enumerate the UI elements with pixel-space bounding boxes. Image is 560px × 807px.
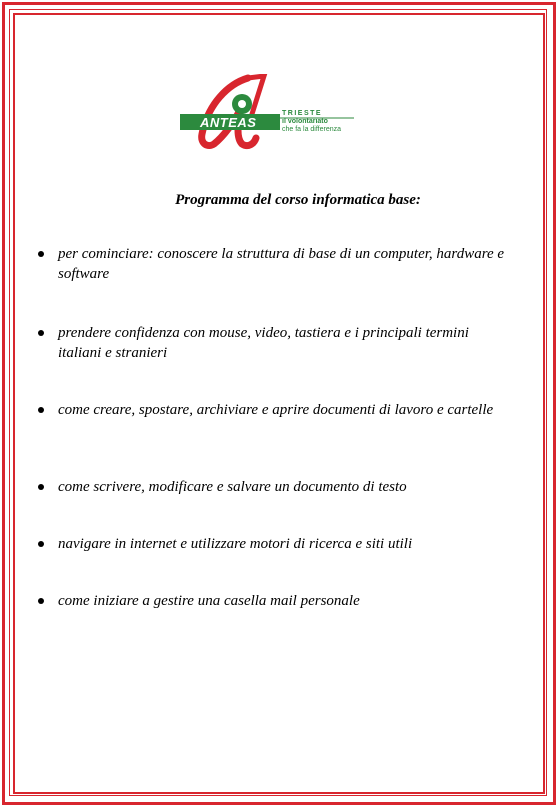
logo-city: TRIESTE (282, 110, 323, 117)
list-item-text: come iniziare a gestire una casella mail personale (58, 593, 360, 609)
bullet-icon (38, 251, 44, 257)
page-title: Programma del corso informatica base: (175, 192, 421, 208)
bullet-icon (38, 407, 44, 413)
logo-tagline-1: il volontariato (282, 118, 328, 125)
list-item-text: come scrivere, modificare e salvare un documento di testo (58, 479, 407, 495)
anteas-logo (178, 74, 358, 150)
list-item-text: per cominciare: conoscere la struttura di base di un computer, hardware e software (58, 246, 505, 282)
list-item-text: come creare, spostare, archiviare e aprire documenti di lavoro e cartelle (58, 402, 494, 418)
bullet-icon (38, 598, 44, 604)
list-item-text: navigare in internet e utilizzare motori di ricerca e siti utili (58, 536, 413, 552)
logo-name: ANTEAS (200, 115, 257, 130)
bullet-icon (38, 484, 44, 490)
bullet-icon (38, 330, 44, 336)
bullet-icon (38, 541, 44, 547)
logo-tagline-2: che fa la differenza (282, 126, 342, 133)
anteas-logo-mark (178, 74, 358, 150)
list-item-text: prendere confidenza con mouse, video, tastiera e i principali termini italiani e stranieri (58, 325, 469, 361)
